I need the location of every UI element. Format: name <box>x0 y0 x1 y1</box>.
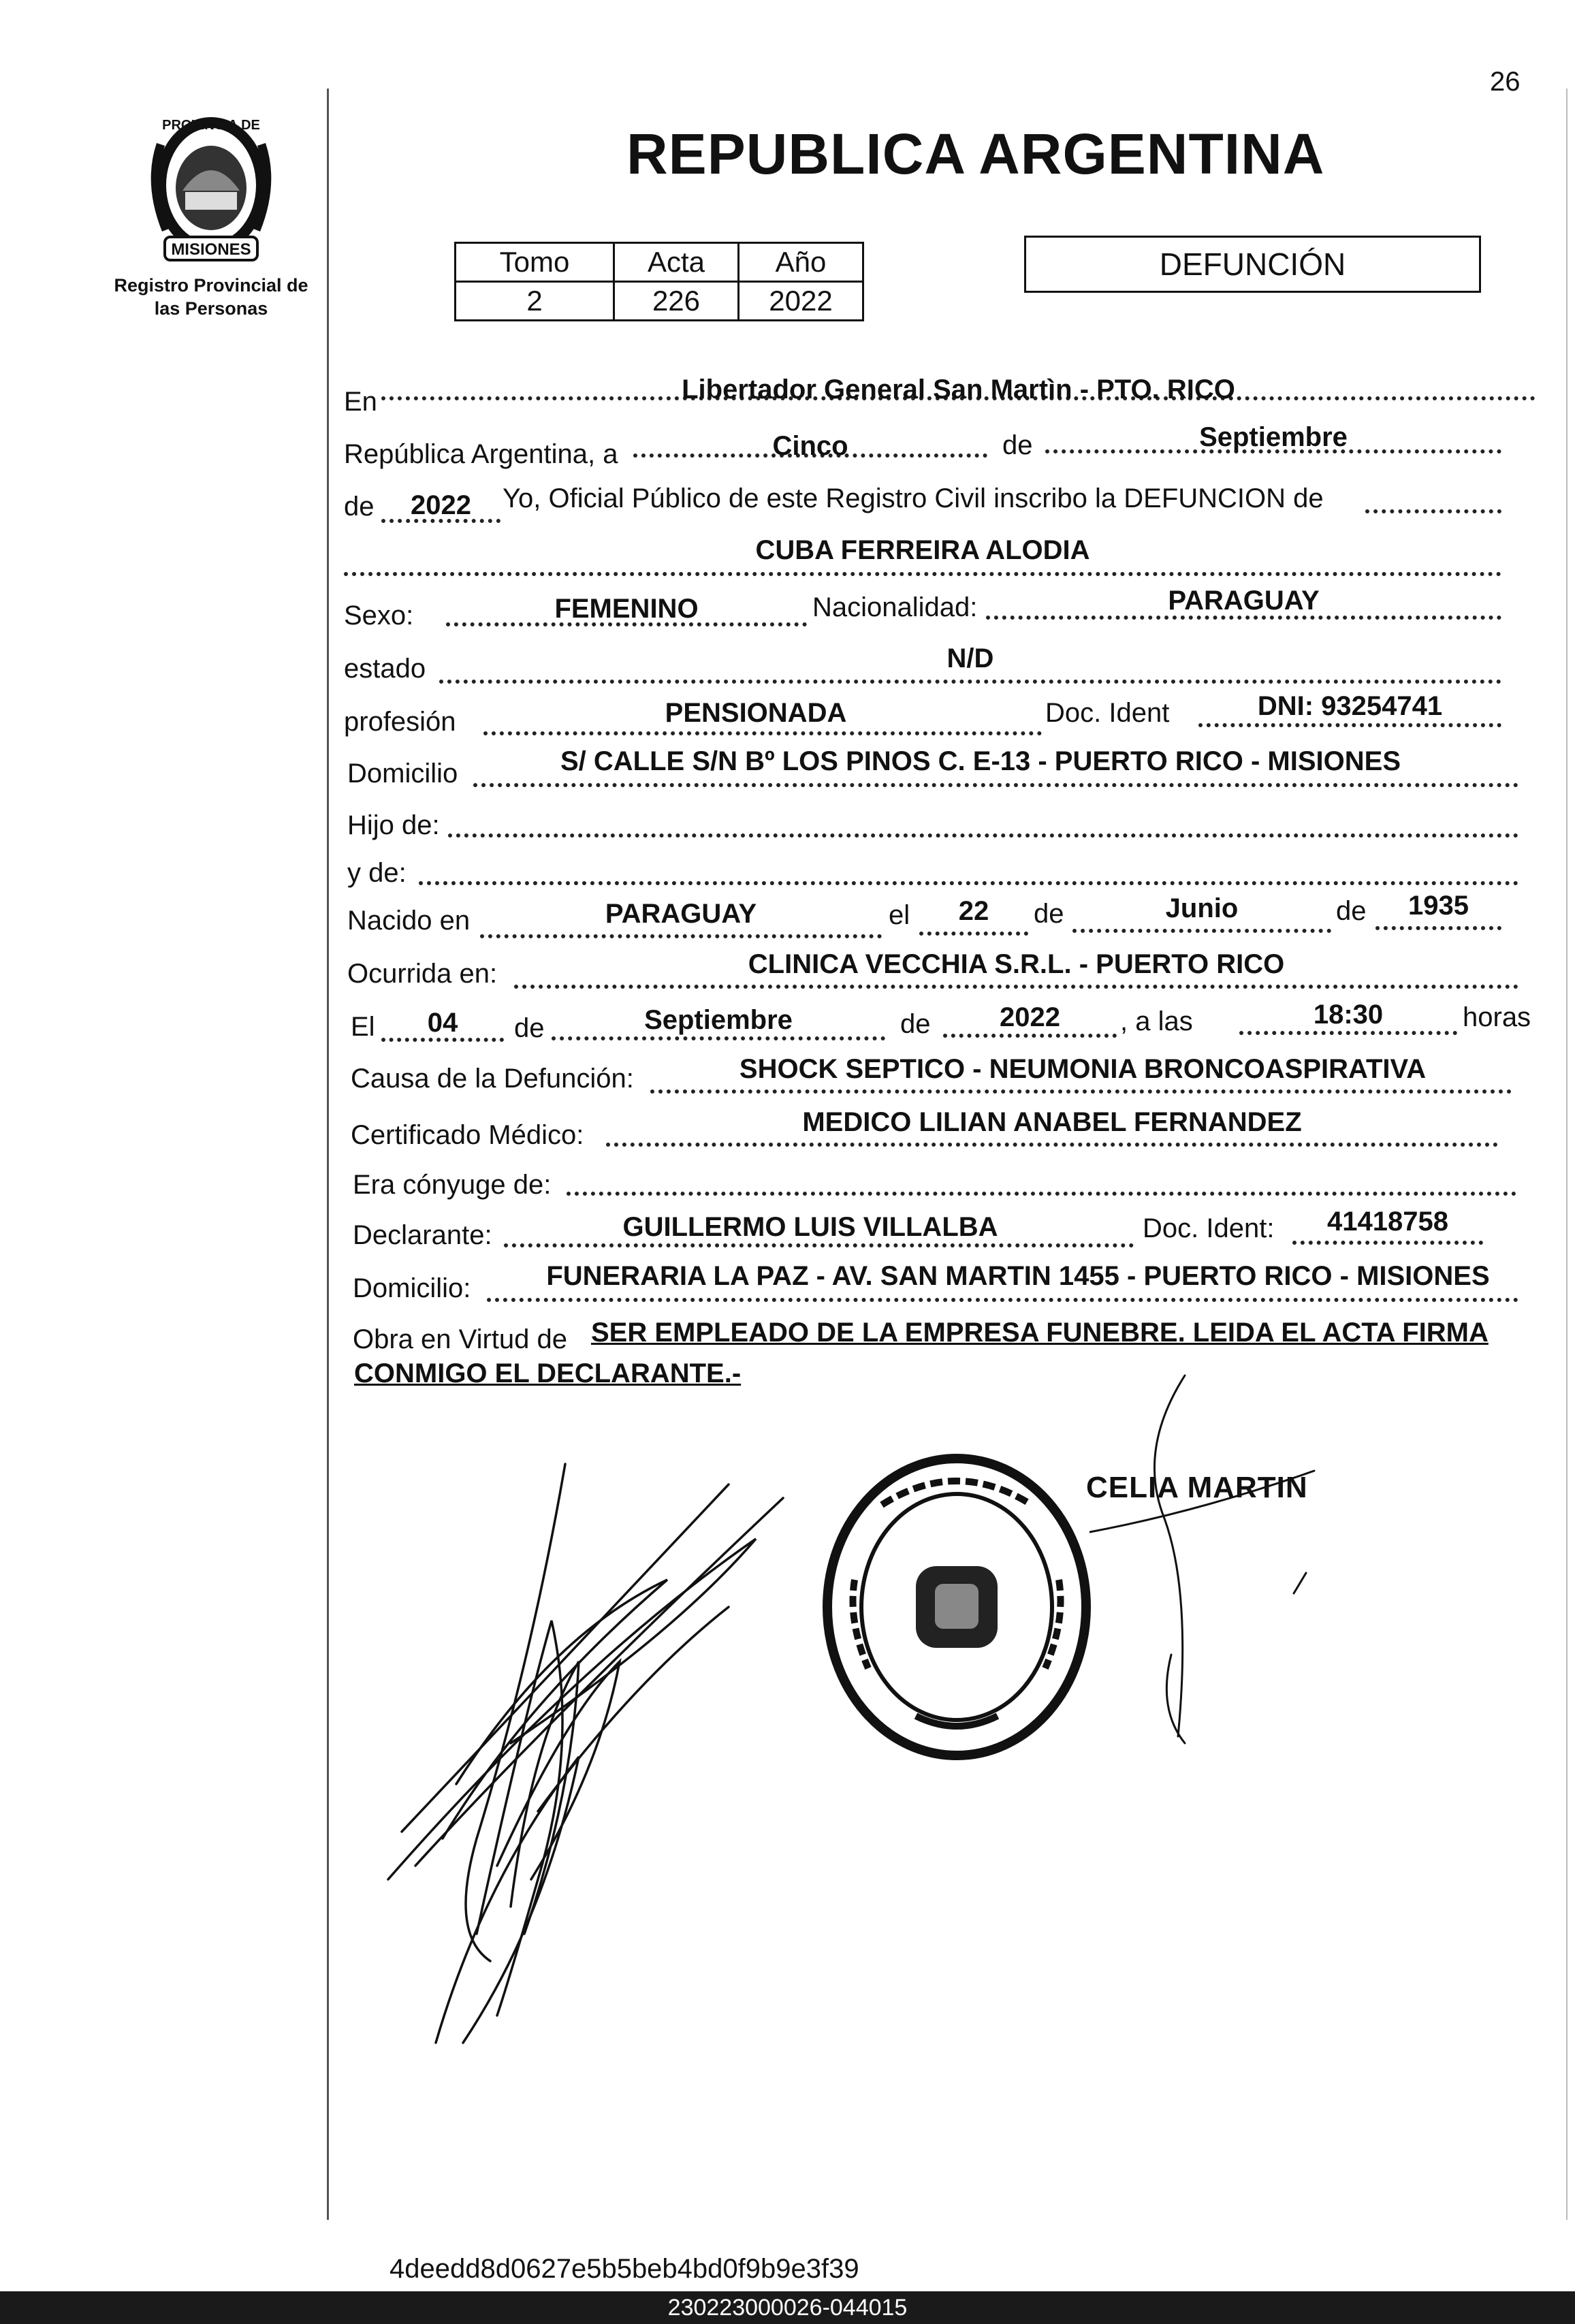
fill-line-death-month <box>552 1036 885 1040</box>
declarant-signature <box>375 1457 797 2056</box>
label-hijo-de: Hijo de: <box>347 810 440 840</box>
death-time-value: 18:30 <box>1313 1000 1384 1030</box>
birth-place-value: PARAGUAY <box>605 899 757 929</box>
deceased-name-value: CUBA FERREIRA ALODIA <box>755 535 1090 565</box>
label-ocurrida-en: Ocurrida en: <box>347 959 498 989</box>
label-nacido-en: Nacido en <box>347 906 471 936</box>
label-horas: horas <box>1463 1002 1531 1032</box>
reference-header-row <box>456 243 863 282</box>
label-estado: estado <box>344 654 426 684</box>
anio-header: Año <box>739 243 863 282</box>
declarant-address-value: FUNERARIA LA PAZ - AV. SAN MARTIN 1455 - PUERTO RICO - MISIONES <box>546 1261 1490 1291</box>
reference-value-row <box>456 282 863 321</box>
document-hash: 4deedd8d0627e5b5beb4bd0f9b9e3f39 <box>389 2254 859 2284</box>
registry-label <box>95 274 327 320</box>
declarant-id-value: 41418758 <box>1327 1207 1448 1237</box>
label-sexo: Sexo: <box>344 601 414 631</box>
place-value: Libertador General San Martìn - PTO. RICO <box>682 375 1235 404</box>
fill-line-profession <box>483 731 1042 735</box>
fill-line-birth-month <box>1072 929 1331 933</box>
logo-top-text: PROVINCIA DE <box>162 118 260 133</box>
fill-line-death-place <box>514 985 1518 989</box>
death-day-value: 04 <box>427 1008 458 1038</box>
label-causa: Causa de la Defunción: <box>351 1064 634 1094</box>
fill-line-yo <box>1365 509 1501 513</box>
fill-line-birth-place <box>480 934 882 938</box>
page-title: REPUBLICA ARGENTINA <box>626 122 1325 186</box>
cause-value: SHOCK SEPTICO - NEUMONIA BRONCOASPIRATIVA <box>739 1054 1427 1084</box>
label-yo-oficial: Yo, Oficial Público de este Registro Civil inscribo la DEFUNCION de <box>503 483 1324 513</box>
footer-code: 230223000026-044015 <box>667 2295 908 2321</box>
address-value: S/ CALLE S/N Bº LOS PINOS C. E-13 - PUERTO RICO - MISIONES <box>560 746 1401 776</box>
fill-line-declarant-address <box>487 1298 1518 1302</box>
document-type: DEFUNCIÓN <box>1024 236 1481 293</box>
label-certificado: Certificado Médico: <box>351 1120 584 1150</box>
day-word-value: Cinco <box>772 431 848 461</box>
label-el-cap: El <box>351 1012 375 1042</box>
fill-line-death-time <box>1239 1031 1457 1035</box>
tomo-value: 2 <box>456 282 614 321</box>
label-de-4: de <box>1336 896 1367 926</box>
year-value: 2022 <box>411 490 471 520</box>
label-nacionalidad: Nacionalidad: <box>812 592 978 622</box>
fill-line-death-year <box>943 1034 1117 1038</box>
left-margin-rule <box>327 89 329 2220</box>
obra-line2-value: CONMIGO EL DECLARANTE.- <box>354 1358 742 1388</box>
nationality-value: PARAGUAY <box>1168 586 1320 616</box>
label-profesion: profesión <box>344 707 456 737</box>
official-stamp <box>814 1444 1100 1770</box>
month-value: Septiembre <box>1199 422 1348 452</box>
civil-status-value: N/D <box>946 643 994 673</box>
fill-line-y-de <box>419 881 1518 885</box>
footer-bar <box>0 2291 1575 2324</box>
registry-line1: Registro Provincial de <box>114 275 308 296</box>
fill-line-address <box>473 783 1518 787</box>
label-republica: República Argentina, a <box>344 439 618 469</box>
label-doc-ident: Doc. Ident <box>1045 698 1170 728</box>
provincial-coat-of-arms-icon <box>129 102 293 272</box>
label-de-6: de <box>900 1009 931 1039</box>
label-a-las: , a las <box>1120 1006 1193 1036</box>
birth-month-value: Junio <box>1165 893 1239 923</box>
label-declarante: Declarante: <box>353 1220 492 1250</box>
acta-value: 226 <box>614 282 739 321</box>
anio-value: 2022 <box>739 282 863 321</box>
label-obra: Obra en Virtud de <box>353 1324 568 1354</box>
label-de-5: de <box>514 1013 545 1043</box>
label-doc-ident-2: Doc. Ident: <box>1143 1213 1275 1243</box>
obra-line1-value: SER EMPLEADO DE LA EMPRESA FUNEBRE. LEIDA EL ACTA FIRMA <box>591 1318 1489 1348</box>
id-doc-value: DNI: 93254741 <box>1257 691 1443 721</box>
label-de-1: de <box>1002 430 1033 460</box>
fill-line-cause <box>650 1089 1512 1094</box>
label-el: el <box>889 900 910 930</box>
fill-line-declarant <box>504 1243 1134 1247</box>
tomo-header: Tomo <box>456 243 614 282</box>
official-signature <box>1089 1369 1321 1750</box>
page-number: 26 <box>1490 67 1521 97</box>
logo-bottom-text: MISIONES <box>171 240 251 259</box>
fill-line-declarant-id <box>1292 1241 1483 1245</box>
fill-line-birth-year <box>1375 926 1501 930</box>
label-domicilio-2: Domicilio: <box>353 1273 471 1303</box>
label-domicilio: Domicilio <box>347 759 458 789</box>
label-y-de: y de: <box>347 858 407 888</box>
fill-line-birth-day <box>919 932 1028 936</box>
fill-line-spouse <box>567 1192 1516 1196</box>
declarant-value: GUILLERMO LUIS VILLALBA <box>622 1212 998 1242</box>
death-year-value: 2022 <box>1000 1002 1060 1032</box>
certifier-value: MEDICO LILIAN ANABEL FERNANDEZ <box>802 1107 1302 1137</box>
acta-header: Acta <box>614 243 739 282</box>
fill-line-estado <box>439 680 1501 684</box>
label-conyuge: Era cónyuge de: <box>353 1170 552 1200</box>
label-en: En <box>344 387 377 417</box>
fill-line-certifier <box>606 1143 1498 1147</box>
fill-line-deceased <box>344 572 1501 576</box>
sex-value: FEMENINO <box>554 594 699 624</box>
right-margin-rule <box>1566 89 1568 2220</box>
death-month-value: Septiembre <box>644 1005 793 1035</box>
death-place-value: CLINICA VECCHIA S.R.L. - PUERTO RICO <box>748 949 1285 979</box>
birth-year-value: 1935 <box>1408 891 1469 921</box>
birth-day-value: 22 <box>958 896 989 926</box>
label-de-3: de <box>1034 899 1064 929</box>
fill-line-id <box>1198 723 1501 727</box>
official-name: CELIA MARTIN <box>1086 1471 1308 1504</box>
reference-table <box>454 242 864 321</box>
profession-value: PENSIONADA <box>665 698 847 728</box>
fill-line-hijo-de <box>448 833 1518 838</box>
registry-line2: las Personas <box>154 298 268 319</box>
label-de-2: de <box>344 492 375 522</box>
